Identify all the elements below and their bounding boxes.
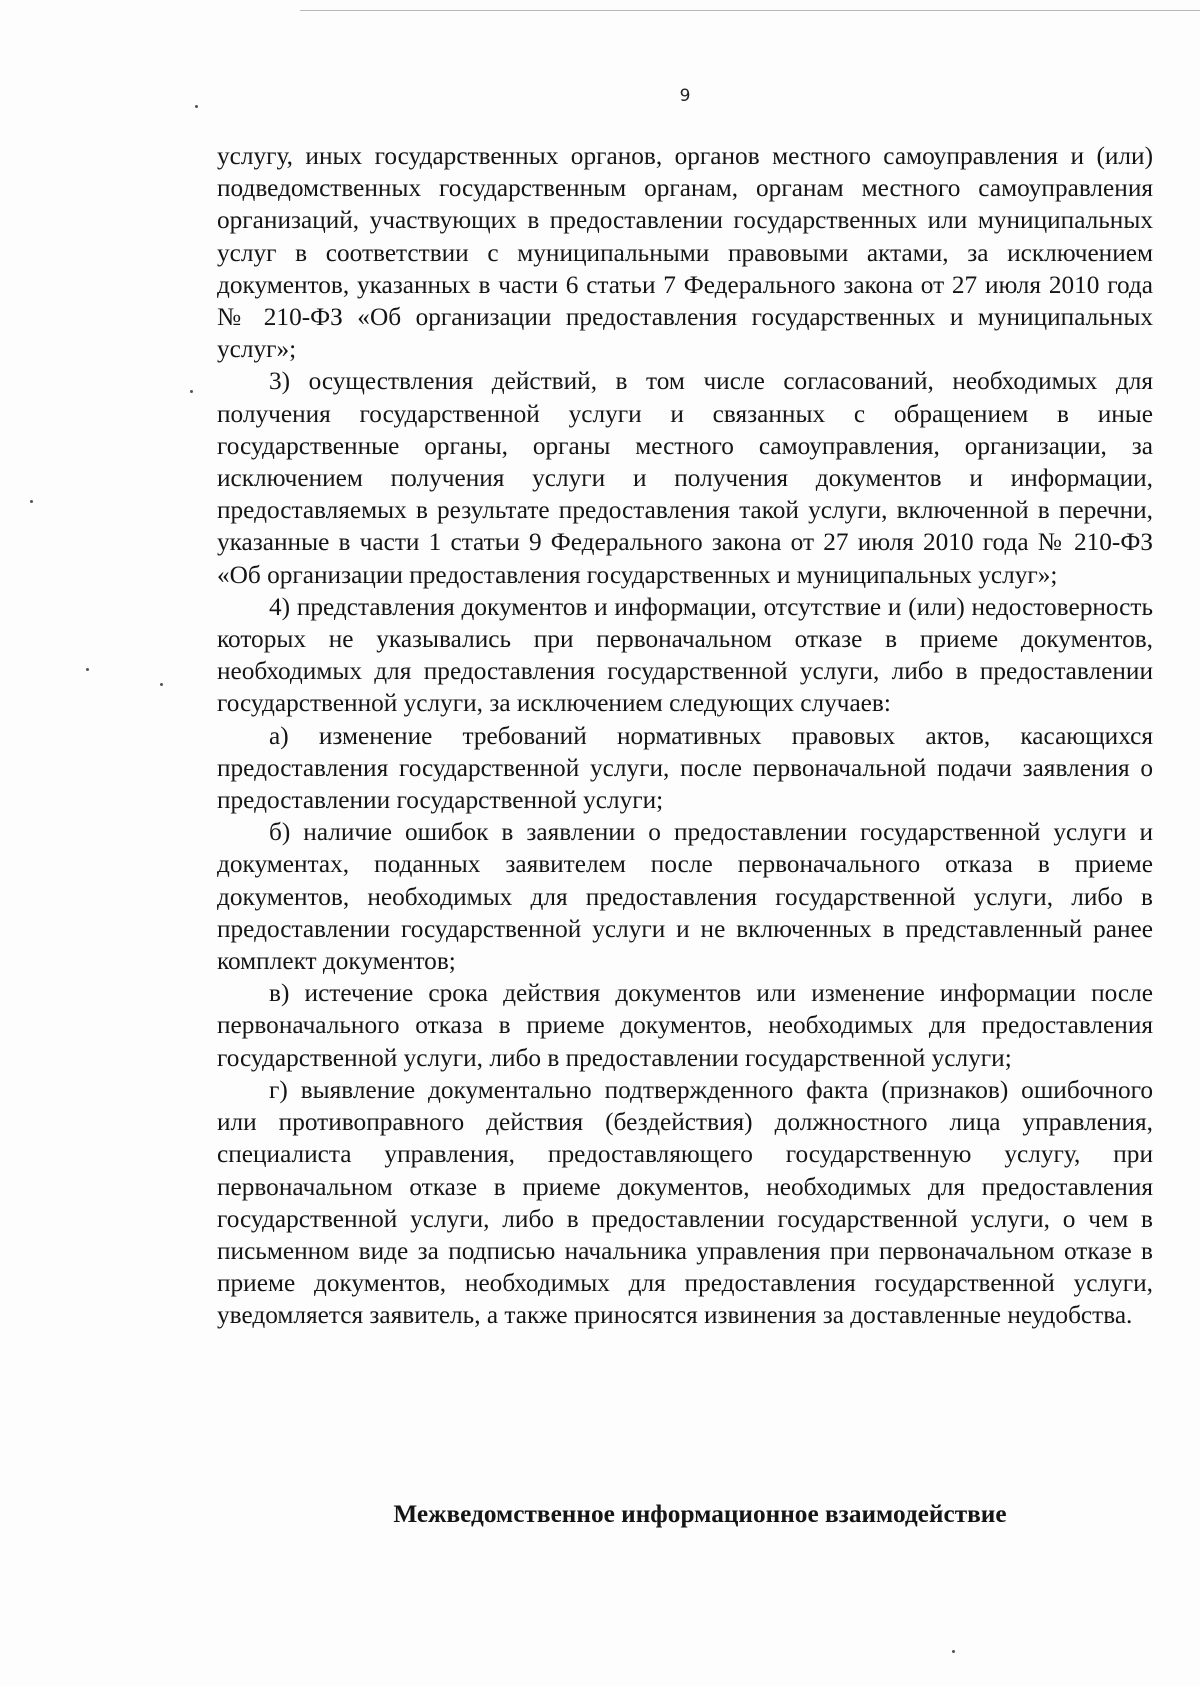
scan-speck xyxy=(30,500,33,503)
paragraph-subitem-v: в) истечение срока действия документов или изменение информации после первоначального отказа в приеме документов, необходимых для предоставления государственной услуги, либо в предоставлении государственной услуги; xyxy=(217,979,1153,1072)
paragraph-item-3: 3) осуществления действий, в том числе согласований, необходимых для получения государственной услуги и связанных с обращением в иные государственные органы, органы местного самоуправления, организации, за исключением получения услуги и получения документов и информации, предоставляемых в результате предоставления такой услуги, включенной в перечни, указанные в части 1 статьи 9 Федерального закона от 27 июля 2010 года № 210-ФЗ «Об организации предоставления государственных и муниципальных услуг»; xyxy=(217,367,1153,589)
scan-speck xyxy=(195,105,198,108)
scan-speck xyxy=(160,683,163,686)
scan-speck xyxy=(86,668,89,671)
document-body xyxy=(217,140,1153,1332)
section-heading: Межведомственное информационное взаимодействие xyxy=(393,1500,1007,1528)
scan-speck xyxy=(952,1650,955,1653)
paragraph-subitem-a: а) изменение требований нормативных правовых актов, касающихся предоставления государственной услуги, после первоначальной подачи заявления о предоставлении государственной услуги; xyxy=(217,721,1153,815)
paragraph-subitem-b: б) наличие ошибок в заявлении о предоставлении государственной услуги и документах, поданных заявителем после первоначального отказа в приеме документов, необходимых для предоставления государственной услуги, либо в предоставлении государственной услуги и не включенных в представленный ранее комплект документов; xyxy=(217,818,1153,976)
paragraph-continuation: услугу, иных государственных органов, органов местного самоуправления и (или) подведомственных государственным органам, органам местного самоуправления организаций, участвующих в предоставлении государственных или муниципальных услуг в соответствии с муниципальными правовыми актами, за исключением документов, указанных в части 6 статьи 7 Федерального закона от 27 июля 2010 года № 210-ФЗ «Об организации предоставления государственных и муниципальных услуг»; xyxy=(217,142,1153,364)
paragraph-item-4: 4) представления документов и информации, отсутствие и (или) недостоверность которых не указывались при первоначальном отказе в приеме документов, необходимых для предоставления государственной услуги, либо в предоставлении государственной услуги, за исключением следующих случаев: xyxy=(217,592,1153,718)
paragraph-subitem-g: г) выявление документально подтвержденного факта (признаков) ошибочного или противоправного действия (бездействия) должностного лица управления, специалиста управления, предоставляющего государственную услугу, при первоначальном отказе в приеме документов, необходимых для предоставления государственной услуги, либо в предоставлении государственной услуги, о чем в письменном виде за подписью начальника управления при первоначальном отказе в приеме документов, необходимых для предоставления государственной услуги, уведомляется заявитель, а также приносятся извинения за доставленные неудобства. xyxy=(217,1075,1153,1330)
scan-speck xyxy=(190,390,193,393)
page-number: 9 xyxy=(679,86,691,106)
scan-edge-line xyxy=(300,10,1200,11)
